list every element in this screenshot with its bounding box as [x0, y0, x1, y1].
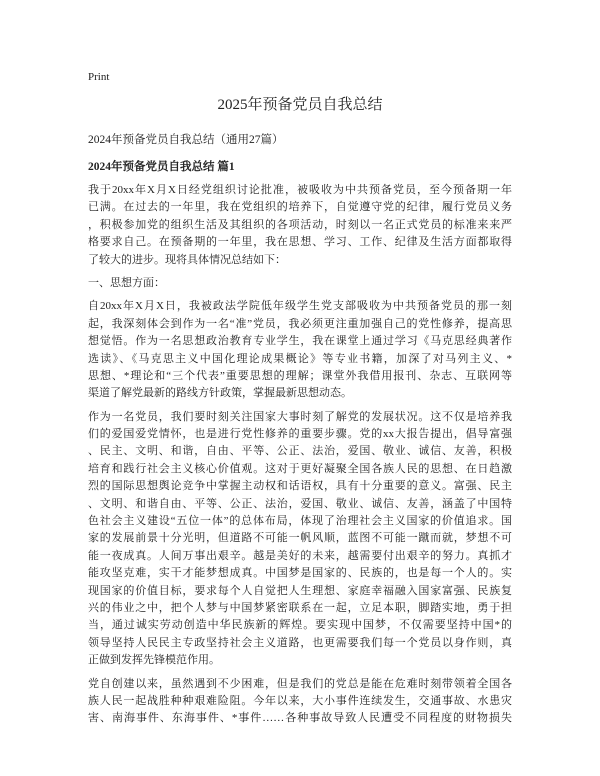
- text-line: 家的发展前景十分光明，但道路不可能一帆风顺，蓝图不可能一蹴而就，梦想不可: [88, 532, 512, 545]
- paragraph-thought: [88, 298, 512, 402]
- paragraph-intro: [88, 182, 512, 269]
- text-line: 兴的伟业之中，把个人梦与中国梦紧密联系在一起，立足本职，脚踏实地，勇于担: [88, 601, 512, 614]
- text-line: 格要求自己。在预备期的一年里，我在思想、学习、工作、纪律及生活方面都取得: [88, 236, 512, 249]
- text-line: 培育和践行社会主义核心价值观。这对于更好凝聚全国各族人民的思想、在日趋激: [88, 462, 512, 475]
- text-line: 现国家的价值目标，要求每个人自觉把人生理想、家庭幸福融入国家富强、民族复: [88, 584, 512, 597]
- text-line: 当，通过诚实劳动创造中华民族新的辉煌。要实现中国梦，不仅需要坚持中国*的: [88, 619, 512, 632]
- text-line: 想觉悟。作为一名思想政治教育专业学生，我在课堂上通过学习《马克思经典著作: [88, 335, 512, 348]
- text-line: 一、思想方面：: [88, 276, 165, 289]
- document-body: [88, 182, 512, 734]
- text-line: 族人民一起战胜种种艰难险阻。今年以来，大小事件连续发生，交通事故、水患灾: [88, 694, 512, 707]
- section-heading: 2024年预备党员自我总结 篇1: [88, 161, 235, 173]
- text-line: 正做到发挥先锋模范作用。: [88, 654, 220, 667]
- text-line: 、民主、文明、和谐，自由、平等、公正、法治，爱国、敬业、诚信、友善，积极: [88, 445, 512, 458]
- text-line: 们的爱国爱党情怀，也是进行党性修养的重要步骤。党的xx大报告提出，倡导富强: [88, 428, 512, 441]
- text-line: 、文明、和谐自由、平等、公正、法治，爱国、敬业、诚信、友善，涵盖了中国特: [88, 497, 512, 510]
- page-title: 2025年预备党员自我总结: [217, 97, 383, 113]
- text-line: 选读》、《马克思主义中国化理论成果概论》等专业书籍，加深了对马列主义、*: [88, 352, 512, 365]
- text-line: 色社会主义建设“五位一体”的总体布局，体现了治理社会主义国家的价值追求。国: [88, 515, 512, 528]
- text-line: 我于20xx年X月X日经党组织讨论批准，被吸收为中共预备党员，至今预备期一年: [88, 184, 512, 196]
- text-line: 能一夜成真。人间万事出艰辛。越是美好的未来，越需要付出艰辛的努力。真抓才: [88, 549, 512, 562]
- text-line: 思想、*理论和“三个代表”重要思想的理解；课堂外我借用报刊、杂志、互联网等: [88, 369, 512, 382]
- text-line: 了较大的进步。现将具体情况总结如下：: [88, 253, 286, 266]
- text-line: 领导坚持人民民主专政坚持社会主义道路，也更需要我们每一个党员以身作则，真: [88, 636, 512, 649]
- print-link[interactable]: Print: [88, 71, 110, 83]
- text-line: 起，我深刻体会到作为一名“准”党员，我必须更注重加强自己的党性修养，提高思: [88, 317, 512, 330]
- text-line: 能攻坚克难，实干才能梦想成真。中国梦是国家的、民族的，也是每一个人的。实: [88, 567, 512, 580]
- document-subtitle: 2024年预备党员自我总结（通用27篇）: [88, 134, 284, 146]
- text-line: 党自创建以来，虽然遇到不少困难，但是我们的党总是能在危难时刻带领着全国各: [88, 677, 512, 690]
- text-line: 渠道了解党最新的路线方针政策，掌握最新思想动态。: [88, 387, 352, 400]
- text-line: 害、南海事件、东海事件、*事件……各种事故导致人民遭受不同程度的财物损失: [88, 712, 512, 725]
- text-line: 已满。在过去的一年里，我在党组织的培养下，自觉遵守党的纪律，履行党员义务: [88, 201, 512, 214]
- text-line: ，积极参加党的组织生活及其组织的各项活动，时刻以一名正式党员的标准来来严: [88, 218, 512, 231]
- paragraph-national-affairs: [88, 409, 512, 670]
- text-line: 烈的国际思想舆论竞争中掌握主动权和话语权，具有十分重要的意义。富强、民主: [88, 480, 512, 493]
- text-line: 自20xx年X月X日，我被政法学院低年级学生党支部吸收为中共预备党员的那一刻: [88, 300, 512, 313]
- paragraph-party-history: [88, 676, 512, 728]
- subheading-thought: [88, 275, 512, 292]
- text-line: 作为一名党员，我们要时刻关注国家大事时刻了解党的发展状况。这不仅是培养我: [88, 410, 512, 423]
